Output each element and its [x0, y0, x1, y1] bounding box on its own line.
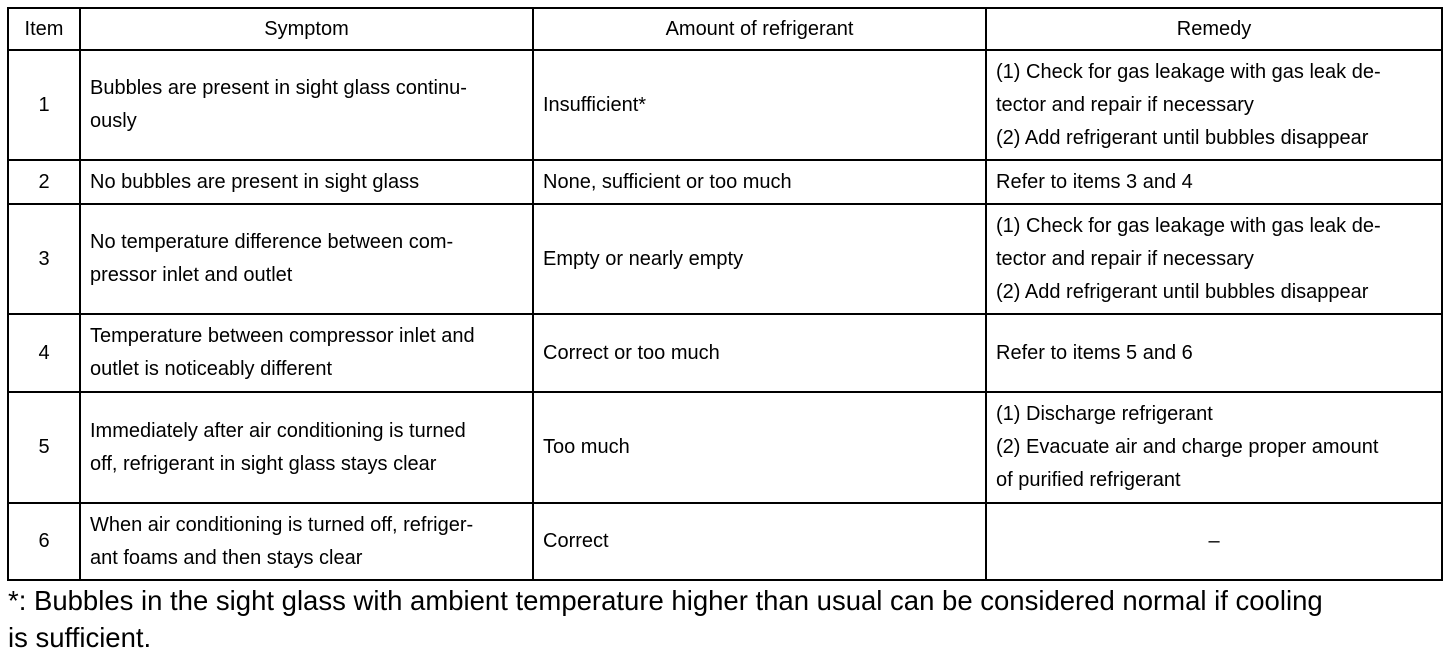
- symptom-cell: [80, 503, 533, 580]
- remedy-cell: [986, 160, 1442, 204]
- amount-cell: Correct: [533, 503, 986, 580]
- header-item: Item: [8, 8, 80, 50]
- table-header-row: [8, 8, 1442, 50]
- amount-cell: Insufficient*: [533, 50, 986, 160]
- remedy-cell: [986, 204, 1442, 314]
- symptom-cell: [80, 160, 533, 204]
- remedy-cell: [986, 50, 1442, 160]
- remedy-line: (1) Discharge refrigerant: [996, 403, 1213, 425]
- remedy-line: Refer to items 5 and 6: [996, 341, 1193, 364]
- symptom-line: No temperature difference between com-: [90, 231, 454, 253]
- remedy-line: (2) Add refrigerant until bubbles disappear: [996, 126, 1369, 149]
- remedy-line: of purified refrigerant: [996, 469, 1181, 491]
- refrigerant-diagnosis-table: [7, 7, 1443, 581]
- header-amount: Amount of refrigerant: [533, 8, 986, 50]
- symptom-line: off, refrigerant in sight glass stays clear: [90, 452, 437, 475]
- item-number: 2: [8, 160, 80, 204]
- symptom-cell: [80, 314, 533, 392]
- remedy-cell: [986, 314, 1442, 392]
- header-symptom: Symptom: [80, 8, 533, 50]
- footnote-line: *: Bubbles in the sight glass with ambient temperature higher than usual can be considered normal if cooling: [8, 585, 1323, 616]
- refrigerant-table-container: [7, 7, 1441, 581]
- table-row: [8, 160, 1442, 204]
- table-row: [8, 503, 1442, 580]
- header-remedy: Remedy: [986, 8, 1442, 50]
- symptom-line: When air conditioning is turned off, refriger-: [90, 513, 474, 536]
- item-number: 3: [8, 204, 80, 314]
- remedy-line: –: [1208, 530, 1220, 552]
- symptom-line: Bubbles are present in sight glass continu-: [90, 77, 467, 99]
- symptom-cell: [80, 204, 533, 314]
- symptom-line: Immediately after air conditioning is turned: [90, 419, 466, 442]
- symptom-line: ously: [90, 110, 137, 132]
- symptom-line: No bubbles are present in sight glass: [90, 170, 420, 193]
- remedy-line: tector and repair if necessary: [996, 247, 1254, 270]
- symptom-cell: [80, 392, 533, 503]
- item-number: 6: [8, 503, 80, 580]
- item-number: 5: [8, 392, 80, 503]
- remedy-line: (2) Evacuate air and charge proper amount: [996, 436, 1379, 458]
- remedy-line: tector and repair if necessary: [996, 93, 1254, 116]
- table-row: [8, 314, 1442, 392]
- table-row: [8, 392, 1442, 503]
- amount-cell: None, sufficient or too much: [533, 160, 986, 204]
- amount-cell: Too much: [533, 392, 986, 503]
- footnote-line: is sufficient.: [8, 622, 152, 653]
- remedy-cell: [986, 392, 1442, 503]
- remedy-line: (1) Check for gas leakage with gas leak de-: [996, 214, 1381, 237]
- item-number: 4: [8, 314, 80, 392]
- table-row: [8, 204, 1442, 314]
- amount-cell: Correct or too much: [533, 314, 986, 392]
- symptom-line: ant foams and then stays clear: [90, 546, 363, 569]
- footnote: [8, 582, 1448, 656]
- item-number: 1: [8, 50, 80, 160]
- remedy-line: (2) Add refrigerant until bubbles disappear: [996, 280, 1369, 303]
- remedy-line: Refer to items 3 and 4: [996, 170, 1193, 193]
- table-row: [8, 50, 1442, 160]
- amount-cell: Empty or nearly empty: [533, 204, 986, 314]
- symptom-cell: [80, 50, 533, 160]
- symptom-line: pressor inlet and outlet: [90, 264, 293, 286]
- remedy-cell: [986, 503, 1442, 580]
- symptom-line: Temperature between compressor inlet and: [90, 325, 475, 347]
- remedy-line: (1) Check for gas leakage with gas leak de-: [996, 60, 1381, 83]
- symptom-line: outlet is noticeably different: [90, 358, 333, 380]
